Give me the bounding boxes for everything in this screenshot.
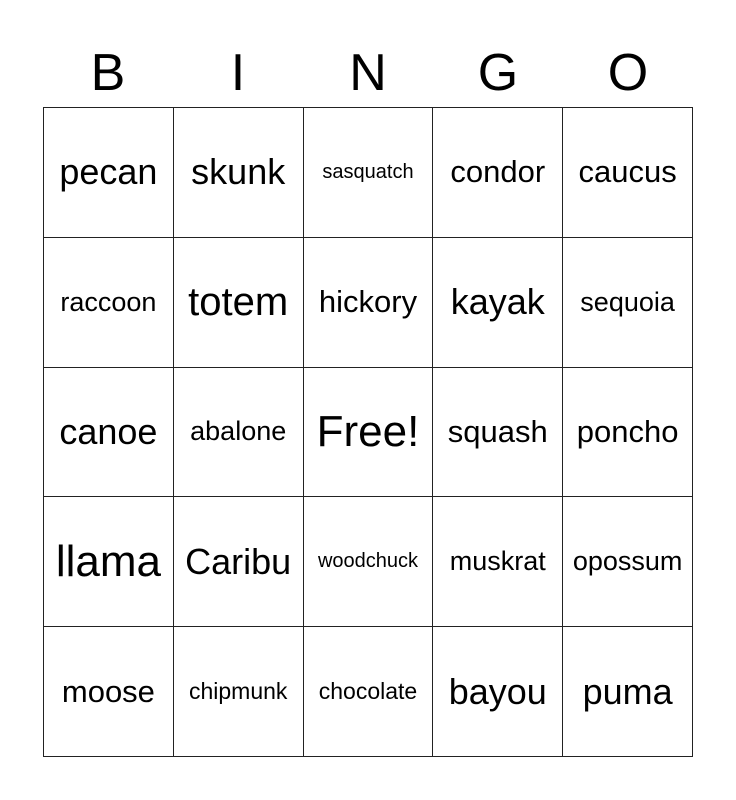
- bingo-cell[interactable]: raccoon: [44, 238, 174, 368]
- bingo-cell[interactable]: puma: [563, 627, 693, 757]
- bingo-cell[interactable]: opossum: [563, 497, 693, 627]
- bingo-board: [43, 107, 693, 757]
- bingo-cell[interactable]: abalone: [174, 368, 304, 498]
- free-space-cell[interactable]: Free!: [304, 368, 434, 498]
- bingo-cell[interactable]: kayak: [433, 238, 563, 368]
- bingo-cell[interactable]: condor: [433, 108, 563, 238]
- bingo-cell[interactable]: moose: [44, 627, 174, 757]
- bingo-cell[interactable]: pecan: [44, 108, 174, 238]
- bingo-cell[interactable]: muskrat: [433, 497, 563, 627]
- header-letter-i: I: [230, 44, 246, 102]
- bingo-cell[interactable]: totem: [174, 238, 304, 368]
- header-letter-g: G: [477, 44, 519, 102]
- bingo-cell[interactable]: squash: [433, 368, 563, 498]
- bingo-cell[interactable]: woodchuck: [304, 497, 434, 627]
- bingo-cell[interactable]: canoe: [44, 368, 174, 498]
- bingo-cell[interactable]: caucus: [563, 108, 693, 238]
- header-letter-n: N: [349, 44, 387, 102]
- bingo-cell[interactable]: skunk: [174, 108, 304, 238]
- bingo-cell[interactable]: chipmunk: [174, 627, 304, 757]
- bingo-cell[interactable]: llama: [44, 497, 174, 627]
- header-letter-o: O: [607, 44, 649, 102]
- bingo-header: [43, 40, 693, 106]
- bingo-cell[interactable]: chocolate: [304, 627, 434, 757]
- bingo-cell[interactable]: sequoia: [563, 238, 693, 368]
- header-letter-b: B: [90, 44, 126, 102]
- bingo-cell[interactable]: hickory: [304, 238, 434, 368]
- bingo-cell[interactable]: Caribu: [174, 497, 304, 627]
- bingo-cell[interactable]: sasquatch: [304, 108, 434, 238]
- bingo-cell[interactable]: poncho: [563, 368, 693, 498]
- bingo-cell[interactable]: bayou: [433, 627, 563, 757]
